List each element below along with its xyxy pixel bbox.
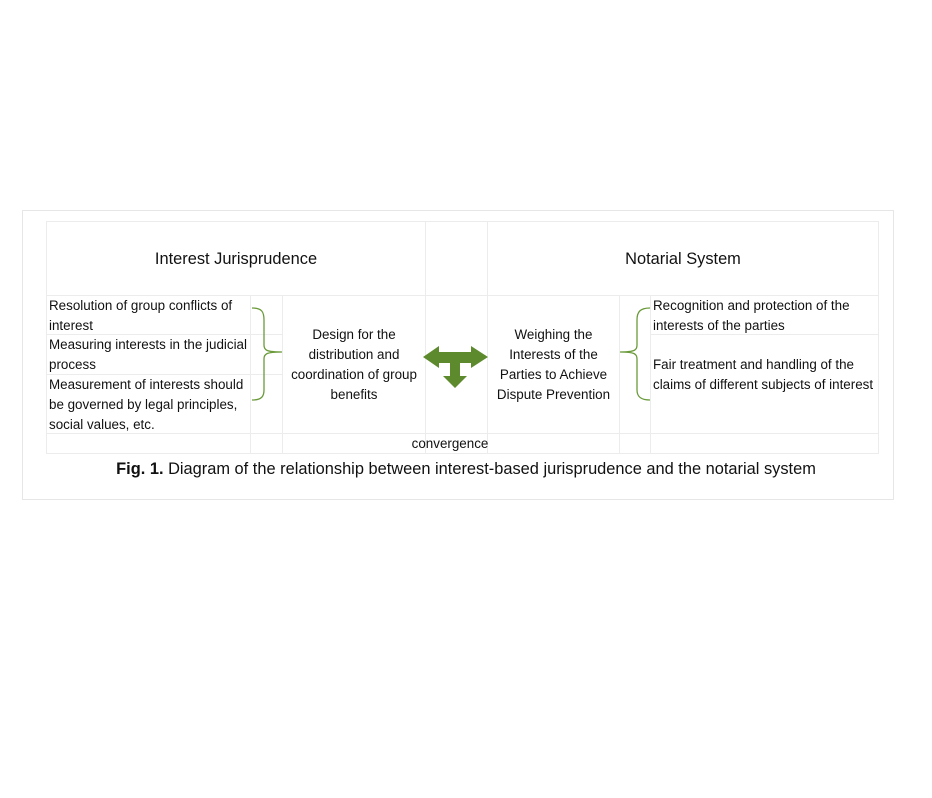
caption-label: Fig. 1. xyxy=(116,460,164,478)
left-item: Measurement of interests should be governed by legal principles, social values, etc. xyxy=(49,377,244,432)
right-item: Recognition and protection of the interests of the parties xyxy=(653,298,850,333)
caption-text: Diagram of the relationship between interest-based jurisprudence and the notarial system xyxy=(168,460,816,478)
left-merge-text: Design for the distribution and coordination of group benefits xyxy=(291,327,417,402)
right-title: Notarial System xyxy=(625,250,741,268)
right-merge-text: Weighing the Interests of the Parties to Achieve Dispute Prevention xyxy=(496,327,611,402)
right-item: Fair treatment and handling of the claims of different subjects of interest xyxy=(653,357,874,392)
convergence-label: convergence xyxy=(411,436,489,451)
left-brace xyxy=(252,308,282,400)
left-item: Measuring interests in the judicial process xyxy=(49,337,247,372)
figure-caption xyxy=(0,458,932,480)
left-item: Resolution of group conflicts of interest xyxy=(49,298,233,333)
right-brace xyxy=(620,308,650,400)
convergence-arrow-icon xyxy=(423,346,488,388)
left-title: Interest Jurisprudence xyxy=(154,250,318,268)
